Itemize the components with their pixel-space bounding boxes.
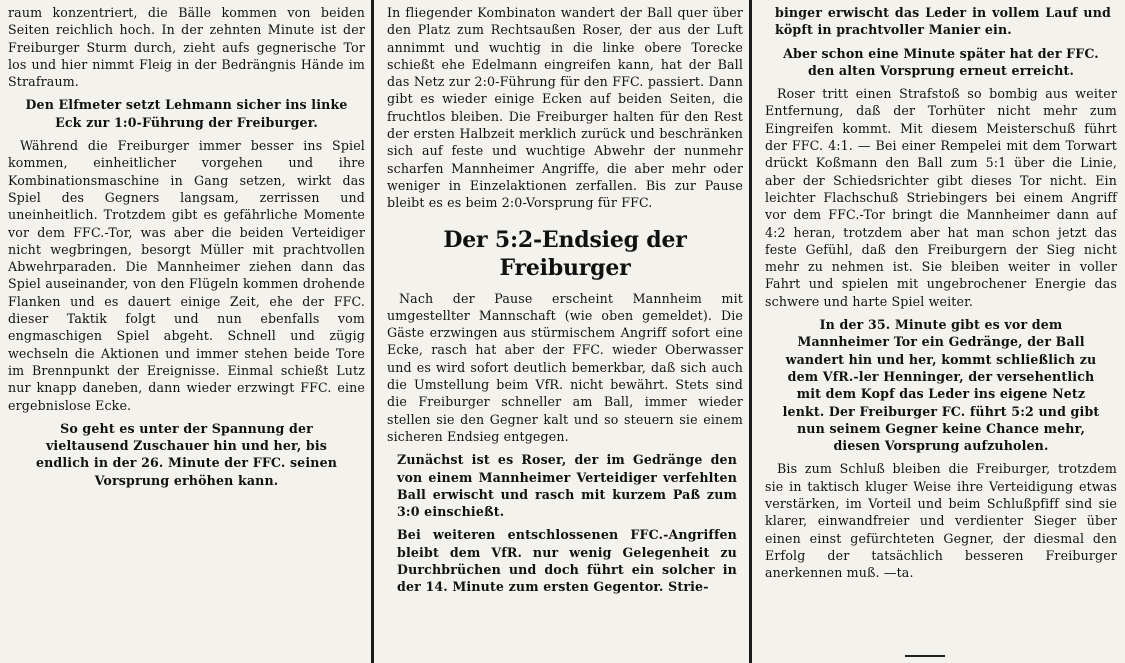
section-heading: Der 5:2-Endsieg der Freiburger [443,226,687,281]
paragraph: raum konzentriert, die Bälle kommen von beiden Seiten reichlich hoch. In der zehnten Minute ist der Freiburger Sturm durch, zieht aufs gegnerische Tor los und hier nimmt Fleig in der Bedrängnis Hände im Strafraum. [8,5,365,90]
paragraph: In fliegender Kombinaton wandert der Ball quer über den Platz zum Rechtsaußen Roser, der aus der Luft annimmt und wuchtig in die linke obere Torecke schießt ehe Edelmann eingreifen kann, hat der Ball das Netz zur 2:0-Führung für den FFC. passiert. Dann gibt es wieder einige Ecken auf beiden Seiten, die fruchtlos bleiben. Die Freiburger halten für den Rest der ersten Halbzeit merklich zurück und beschränken sich auf feste und wuchtige Abwehr der nunmehr scharfen Mannheimer Angriffe, die aber mehr oder weniger in Einzelaktionen zerfallen. Bis zur Pause bleibt es es beim 2:0-Vorsprung für FFC. [387,5,743,211]
column-2 [377,0,749,663]
bold-paragraph: So geht es unter der Spannung der vieltausend Zuschauer hin und her, bis endlich in der 26. Minute der FFC. seinen Vorsprung erhöhen kann. [35,420,338,488]
bold-paragraph: Bei weiteren entschlossenen FFC.-Angriffen bleibt dem VfR. nur wenig Gelegenheit zu Durchbrüchen und doch führt ein solcher in der 14. Minute zum ersten Gegentor. Strie- [397,527,737,595]
bold-paragraph: Aber schon eine Minute später hat der FFC. den alten Vorsprung erneut erreicht. [783,45,1099,78]
bold-paragraph: In der 35. Minute gibt es vor dem Mannheimer Tor ein Gedränge, der Ball wandert hin und her, kommt schließlich zu dem VfR.-ler Henninger, der versehentlich mit dem Kopf das Leder ins eigene Netz lenkt. Der Freiburger FC. führt 5:2 und gibt nun seinem Gegner keine Chance mehr, diesen Vorsprung aufzuholen. [782,317,1100,454]
paragraph: Nach der Pause erscheint Mannheim mit umgestellter Mannschaft (wie oben gemeldet). Die Gäste erzwingen aus stürmischem Angriff sofort eine Ecke, rasch hat aber der FFC. wieder Oberwasser und es wird sofort deutlich bemerkbar, daß sich auch die Umstellung beim VfR. nicht bewährt. Stets sind die Freiburger schneller am Ball, immer wieder stellen sie den Gegner kalt und so steuern sie einem sicheren Endsieg entgegen. [387,290,743,444]
column-3 [755,0,1125,663]
paragraph: Roser tritt einen Strafstoß so bombig aus weiter Entfernung, daß der Torhüter nicht mehr zum Eingreifen kommt. Mit diesem Meisterschuß führt der FFC. 4:1. — Bei einer Rempelei mit dem Torwart drückt Koßmann den Ball zum 5:1 über die Linie, aber der Schiedsrichter gibt dieses Tor nicht. Ein leichter Flachschuß Striebingers bei einem Angriff vor dem FFC.-Tor bringt die Mannheimer dann auf 4:2 heran, trotzdem aber hat man schon jetzt das feste Gefühl, daß den Freiburgern der Sieg nicht mehr zu nehmen ist. Sie bleiben weiter in voller Fahrt und spielen mit ungebrochener Energie das schwere und harte Spiel weiter. [765,86,1117,309]
bold-paragraph: Den Elfmeter setzt Lehmann sicher ins linke Eck zur 1:0-Führung der Freiburger. [25,97,348,130]
bold-paragraph: binger erwischt das Leder in vollem Lauf und köpft in prachtvoller Manier ein. [775,5,1111,38]
paragraph: Während die Freiburger immer besser ins Spiel kommen, einheitlicher vorgehen und ihre Kombinationsmaschine in Gang setzen, wirkt das Spiel des Gegners langsam, zerrissen und uneinheitlich. Trotzdem gibt es gefährliche Momente vor dem FFC.-Tor, was aber die beiden Verteidiger nicht wegbringen, besorgt Müller mit prachtvollen Abwehrparaden. Die Mannheimer ziehen dann das Spiel auseinander, von den Flügeln kommen drohende Flanken und es dauert einige Zeit, ehe der FFC. dieser Taktik folgt und nun ebenfalls vom engmaschigen Spiel abgeht. Schnell und zügig wechseln die Aktionen und immer stehen beide Tore im Brennpunkt der Ereignisse. Einmal schießt Lutz nur knapp daneben, dann wieder erzwingt FFC. eine ergebnislose Ecke. [8,138,365,413]
column-1 [0,0,371,663]
column-divider [371,0,374,663]
end-rule [905,655,945,657]
paragraph: Bis zum Schluß bleiben die Freiburger, trotzdem sie in taktisch kluger Weise ihre Verteidigung etwas verstärken, im Vorteil und beim Schlußpfiff sind sie klarer, einwandfreier und verdienter Sieger über einen einst gefürchteten Gegner, der diesmal den Erfolg der tatsächlich besseren Freiburger anerkennen muß. —ta. [765,461,1117,581]
column-divider [749,0,752,663]
bold-paragraph: Zunächst ist es Roser, der im Gedränge den von einem Mannheimer Verteidiger verfehlten Ball erwischt und rasch mit kurzem Paß zum 3:0 einschießt. [397,452,737,520]
